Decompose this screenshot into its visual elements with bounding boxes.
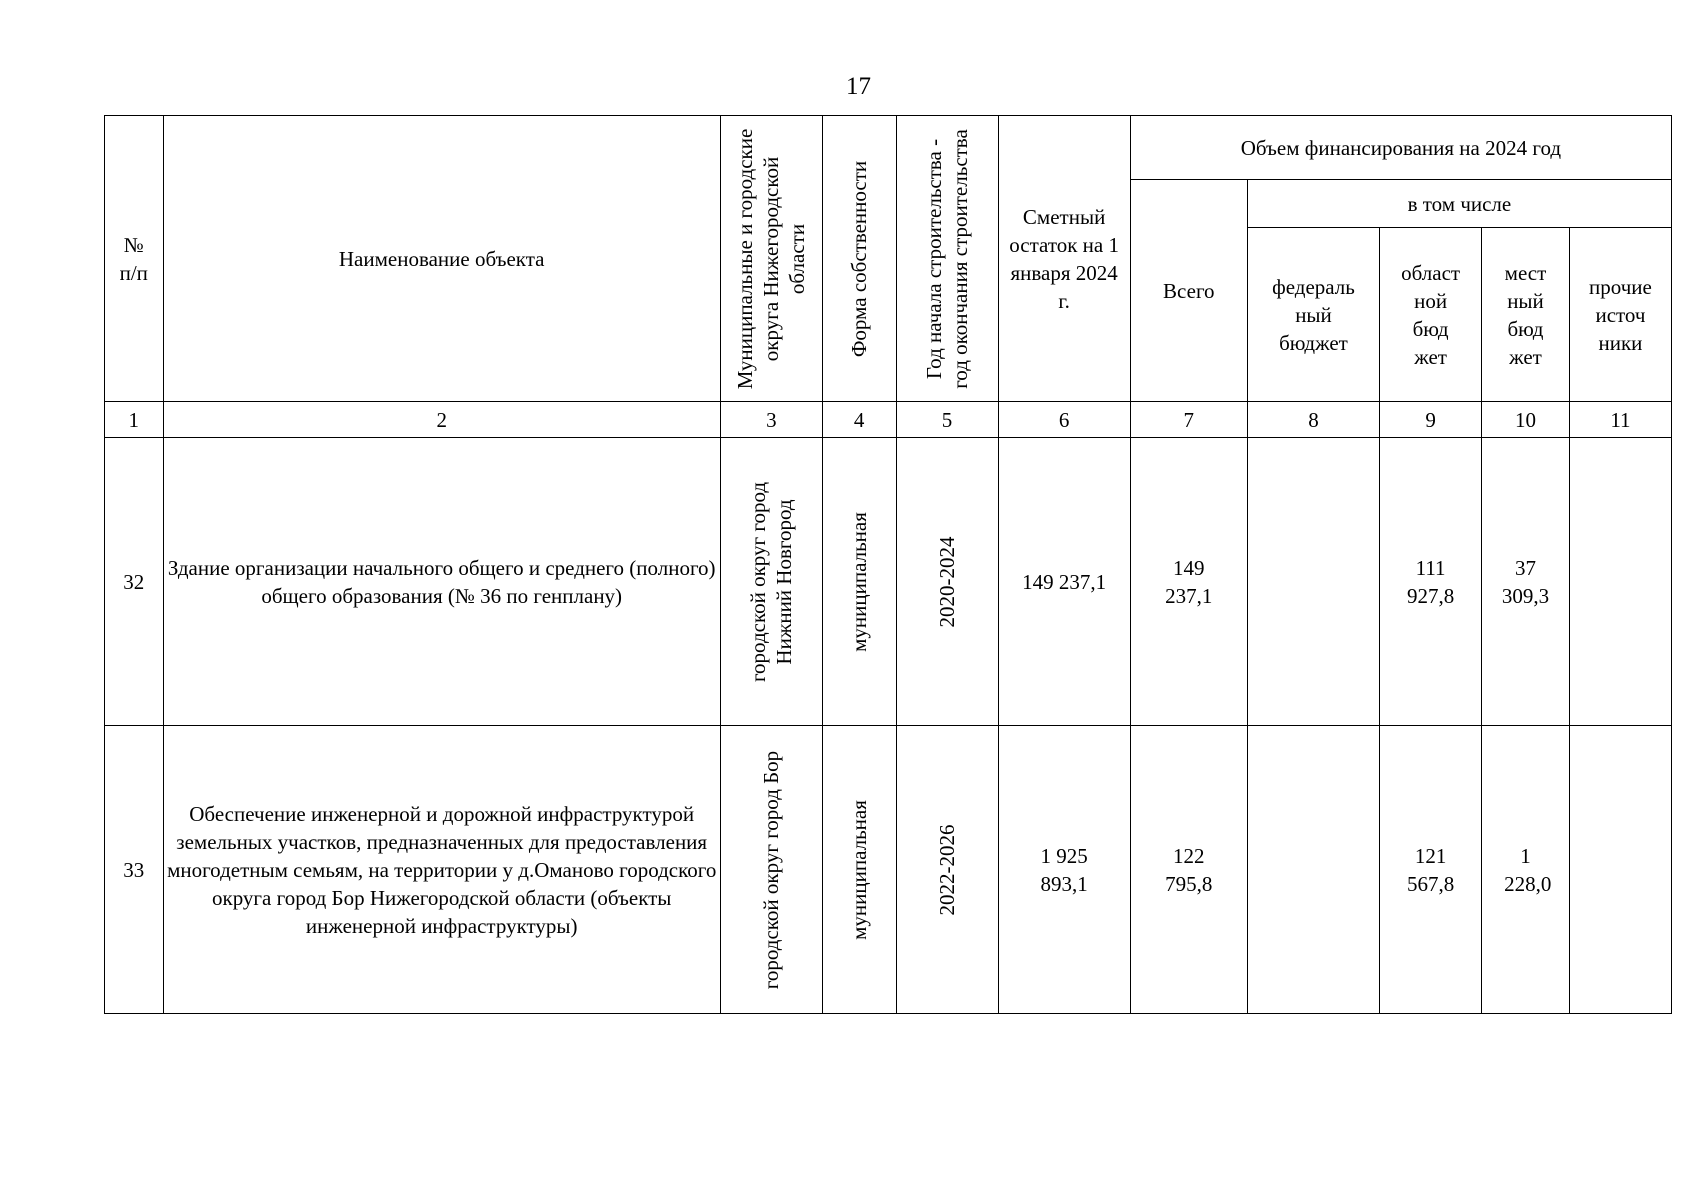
table-row (105, 726, 1672, 1014)
row-num: 32 (105, 438, 164, 726)
financing-table (104, 115, 1672, 1014)
column-number: 8 (1247, 402, 1379, 438)
federal-cell (1247, 726, 1379, 1014)
local-cell: 37 309,3 (1482, 438, 1570, 726)
other-cell (1569, 726, 1671, 1014)
column-number: 7 (1130, 402, 1247, 438)
regional-cell: 111 927,8 (1380, 438, 1482, 726)
header-regional: област ной бюд жет (1380, 228, 1482, 402)
federal-cell (1247, 438, 1379, 726)
regional-cell: 121 567,8 (1380, 726, 1482, 1014)
header-including: в том числе (1247, 180, 1671, 228)
column-number: 4 (822, 402, 896, 438)
estimate-cell: 1 925 893,1 (998, 726, 1130, 1014)
total-cell: 122 795,8 (1130, 726, 1247, 1014)
municipality-cell: городской округ город Нижний Новгород (720, 438, 822, 726)
column-number: 5 (896, 402, 998, 438)
header-municipality: Муниципальные и городские округа Нижегородской области (720, 116, 822, 402)
ownership-cell: муниципальная (822, 438, 896, 726)
header-federal: федераль ный бюджет (1247, 228, 1379, 402)
table-row (105, 438, 1672, 726)
header-row (105, 116, 1672, 180)
other-cell (1569, 438, 1671, 726)
total-cell: 149 237,1 (1130, 438, 1247, 726)
ownership-cell: муниципальная (822, 726, 896, 1014)
page-number: 17 (846, 73, 871, 100)
header-estimate: Сметный остаток на 1 января 2024 г. (998, 116, 1130, 402)
column-number-row (105, 402, 1672, 438)
local-cell: 1 228,0 (1482, 726, 1570, 1014)
object-name: Здание организации начального общего и среднего (полного) общего образования (№ 36 по генплану) (163, 438, 720, 726)
row-num: 33 (105, 726, 164, 1014)
header-financing: Объем финансирования на 2024 год (1130, 116, 1671, 180)
column-number: 10 (1482, 402, 1570, 438)
column-number: 9 (1380, 402, 1482, 438)
column-number: 1 (105, 402, 164, 438)
column-number: 6 (998, 402, 1130, 438)
header-local: мест ный бюд жет (1482, 228, 1570, 402)
municipality-cell: городской округ город Бор (720, 726, 822, 1014)
header-years: Год начала строительства - год окончания строительства (896, 116, 998, 402)
header-other: прочие источ ники (1569, 228, 1671, 402)
header-total: Всего (1130, 180, 1247, 402)
header-name: Наименование объекта (163, 116, 720, 402)
header-ownership: Форма собственности (822, 116, 896, 402)
object-name: Обеспечение инженерной и дорожной инфраструктурой земельных участков, предназначенных для предоставления многодетным семьям, на территории у д.Оманово городского округа город Бор Нижегородской области (объекты инженерной инфраструктуры) (163, 726, 720, 1014)
estimate-cell: 149 237,1 (998, 438, 1130, 726)
years-cell: 2022-2026 (896, 726, 998, 1014)
column-number: 3 (720, 402, 822, 438)
column-number: 11 (1569, 402, 1671, 438)
years-cell: 2020-2024 (896, 438, 998, 726)
column-number: 2 (163, 402, 720, 438)
header-num: № п/п (105, 116, 164, 402)
